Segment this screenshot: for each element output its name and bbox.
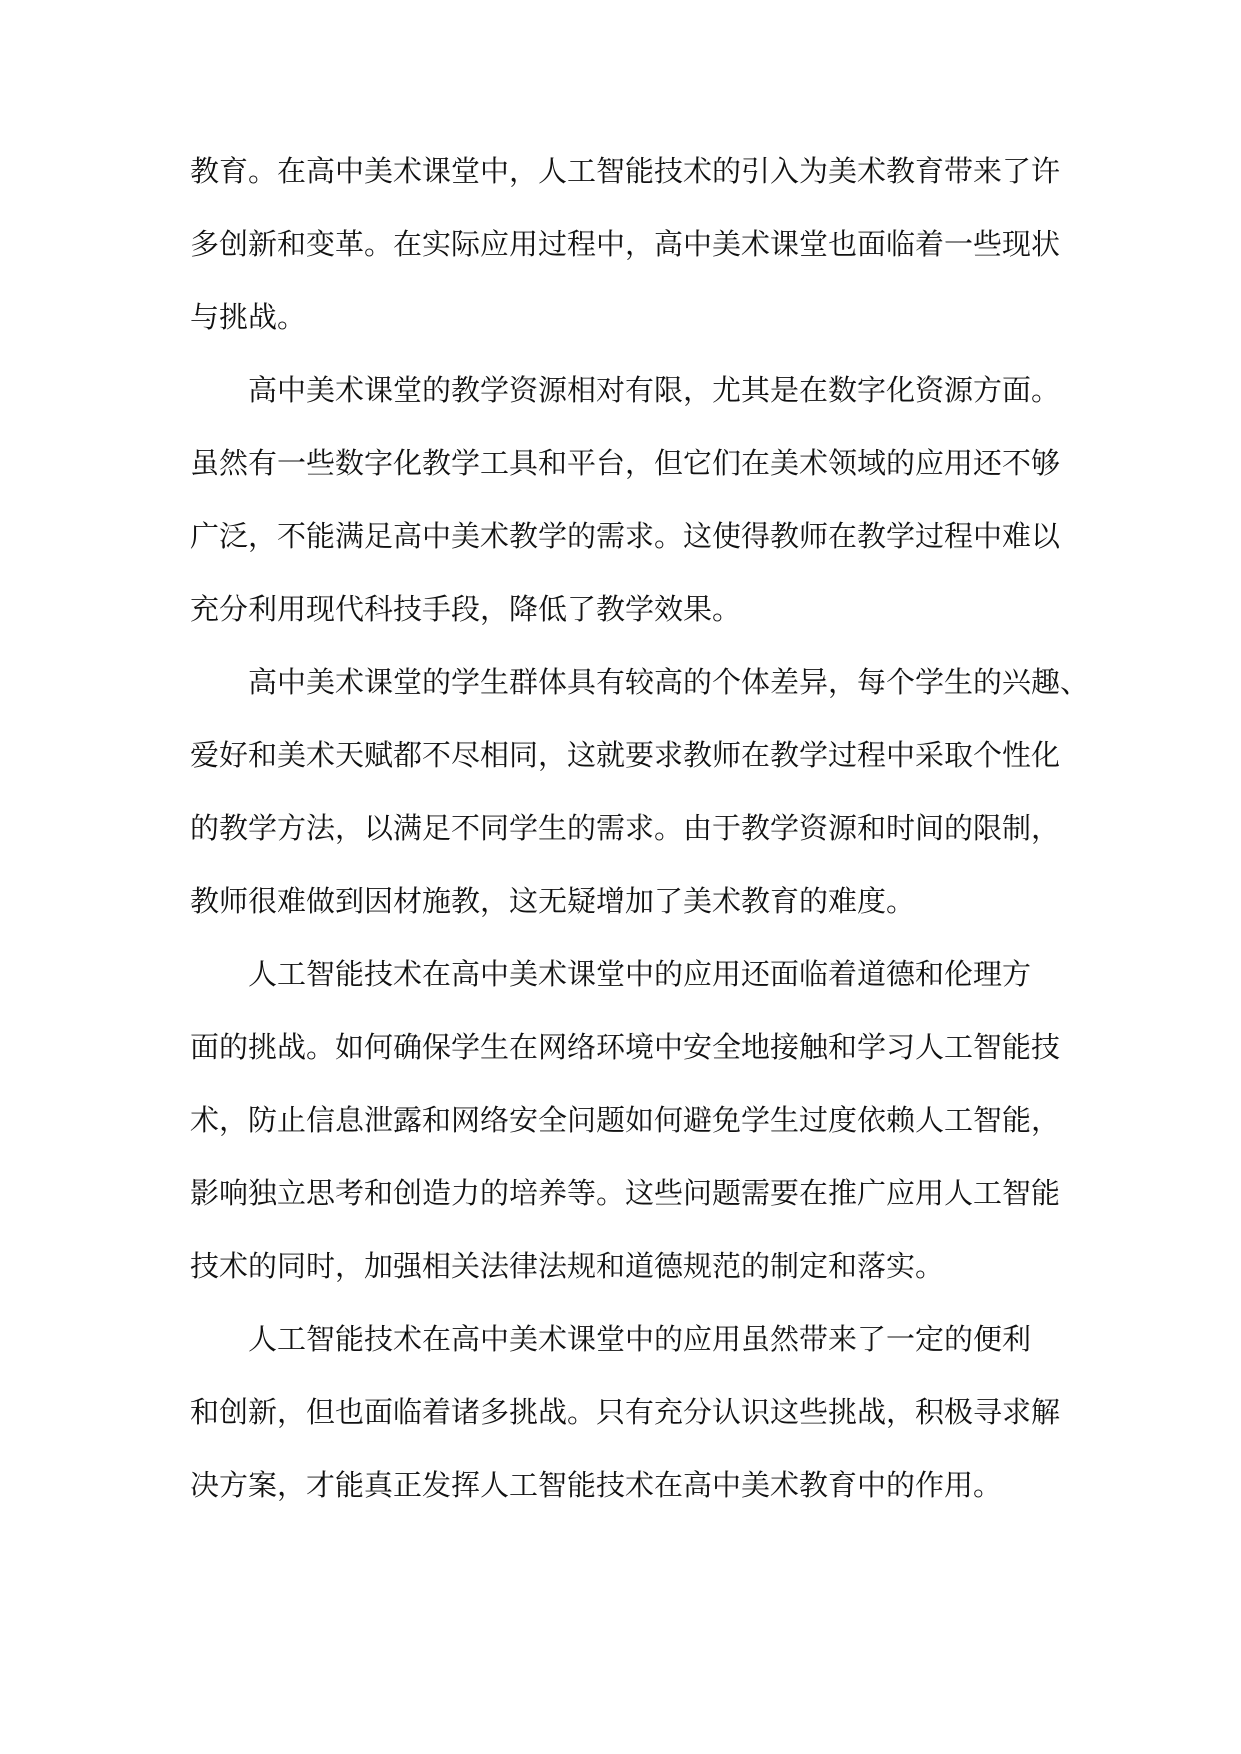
text-line: 高中美术课堂的教学资源相对有限，尤其是在数字化资源方面。 [248,373,1061,407]
text-line: 面的挑战。如何确保学生在网络环境中安全地接触和学习人工智能技 [190,1030,1061,1064]
text-line: 充分利用现代科技手段，降低了教学效果。 [190,592,742,626]
text-line: 人工智能技术在高中美术课堂中的应用还面临着道德和伦理方 [248,957,1032,991]
text-line: 技术的同时，加强相关法律法规和道德规范的制定和落实。 [190,1249,945,1283]
text-line: 术，防止信息泄露和网络安全问题如何避免学生过度依赖人工智能， [190,1103,1061,1137]
text-line: 的教学方法，以满足不同学生的需求。由于教学资源和时间的限制， [190,811,1061,845]
text-line: 爱好和美术天赋都不尽相同，这就要求教师在教学过程中采取个性化 [190,738,1061,772]
text-line: 教育。在高中美术课堂中，人工智能技术的引入为美术教育带来了许 [190,154,1061,188]
paragraph-4 [190,949,1061,1314]
paragraph-1 [190,146,1061,365]
text-line: 与挑战。 [190,300,307,334]
text-line: 教师很难做到因材施教，这无疑增加了美术教育的难度。 [190,884,916,918]
text-line: 人工智能技术在高中美术课堂中的应用虽然带来了一定的便利 [248,1322,1032,1356]
text-line: 影响独立思考和创造力的培养等。这些问题需要在推广应用人工智能 [190,1176,1061,1210]
text-line: 多创新和变革。在实际应用过程中，高中美术课堂也面临着一些现状 [190,227,1061,261]
document-body [190,146,1090,1533]
text-line: 广泛，不能满足高中美术教学的需求。这使得教师在教学过程中难以 [190,519,1061,553]
text-line: 高中美术课堂的学生群体具有较高的个体差异，每个学生的兴趣、 [248,665,1090,699]
paragraph-5 [190,1314,1061,1533]
text-line: 和创新，但也面临着诸多挑战。只有充分认识这些挑战，积极寻求解 [190,1395,1061,1429]
text-line: 决方案，才能真正发挥人工智能技术在高中美术教育中的作用。 [190,1468,1003,1502]
paragraph-2 [190,365,1061,657]
text-line: 虽然有一些数字化教学工具和平台，但它们在美术领域的应用还不够 [190,446,1061,480]
paragraph-3 [190,657,1090,949]
